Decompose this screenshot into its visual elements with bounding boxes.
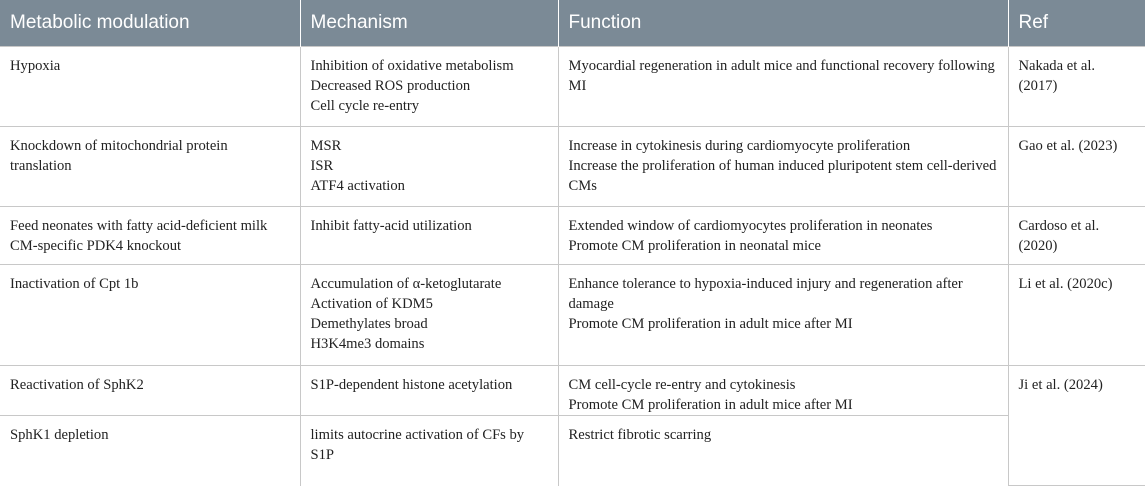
mechanism-cell bbox=[300, 207, 558, 265]
modulation-text: Inactivation of Cpt 1b bbox=[10, 276, 139, 292]
ref-text: Ji et al. (2024) bbox=[1018, 377, 1103, 393]
table-row bbox=[0, 47, 1145, 127]
function-text: Increase in cytokinesis during cardiomyocyte proliferation bbox=[568, 138, 911, 154]
modulation-text: Reactivation of SphK2 bbox=[10, 377, 144, 393]
ref-text: Nakada et al. (2017) bbox=[1018, 58, 1096, 94]
ref-cell bbox=[1008, 127, 1145, 207]
mechanism-text: Decreased ROS production bbox=[310, 78, 471, 94]
function-text: Promote CM proliferation in adult mice after MI bbox=[568, 397, 853, 413]
modulation-text: SphK1 depletion bbox=[10, 427, 109, 443]
function-text: Promote CM proliferation in neonatal mice bbox=[568, 238, 821, 254]
table-row bbox=[0, 207, 1145, 265]
mechanism-cell bbox=[300, 366, 558, 416]
header-function: Function bbox=[558, 0, 1008, 47]
mechanism-text: Inhibition of oxidative metabolism bbox=[310, 58, 514, 74]
ref-text: Cardoso et al. (2020) bbox=[1018, 218, 1100, 254]
header-row bbox=[0, 0, 1145, 47]
mechanism-text: H3K4me3 domains bbox=[310, 336, 425, 352]
header-metabolic-modulation: Metabolic modulation bbox=[0, 0, 300, 47]
table-row bbox=[0, 127, 1145, 207]
modulation-cell bbox=[0, 127, 300, 207]
mechanism-text: Inhibit fatty-acid utilization bbox=[310, 218, 472, 234]
function-cell bbox=[558, 127, 1008, 207]
mechanism-text: Demethylates broad bbox=[310, 316, 428, 332]
modulation-text: Knockdown of mitochondrial protein translation bbox=[10, 138, 228, 174]
mechanism-cell bbox=[300, 265, 558, 366]
function-cell bbox=[558, 47, 1008, 127]
function-cell bbox=[558, 207, 1008, 265]
modulation-text: Feed neonates with fatty acid-deficient milk bbox=[10, 218, 268, 234]
mechanism-text: limits autocrine activation of CFs by S1P bbox=[310, 427, 525, 463]
modulation-cell bbox=[0, 366, 300, 416]
function-text: Increase the proliferation of human induced pluripotent stem cell-derived CMs bbox=[568, 158, 997, 194]
function-text: Extended window of cardiomyocytes proliferation in neonates bbox=[568, 218, 933, 234]
function-text: CM cell-cycle re-entry and cytokinesis bbox=[568, 377, 796, 393]
function-text: Restrict fibrotic scarring bbox=[568, 427, 712, 443]
modulation-text: Hypoxia bbox=[10, 58, 61, 74]
modulation-cell bbox=[0, 47, 300, 127]
mechanism-text: S1P-dependent histone acetylation bbox=[310, 377, 513, 393]
header-mechanism: Mechanism bbox=[300, 0, 558, 47]
mechanism-cell bbox=[300, 47, 558, 127]
ref-cell bbox=[1008, 207, 1145, 265]
function-text: Myocardial regeneration in adult mice and functional recovery following MI bbox=[568, 58, 995, 94]
mechanism-text: Activation of KDM5 bbox=[310, 296, 433, 312]
ref-cell bbox=[1008, 265, 1145, 366]
mechanism-text: Accumulation of α-ketoglutarate bbox=[310, 276, 502, 292]
modulation-cell bbox=[0, 416, 300, 486]
function-cell bbox=[558, 265, 1008, 366]
modulation-text: CM-specific PDK4 knockout bbox=[10, 238, 182, 254]
ref-text: Gao et al. (2023) bbox=[1018, 138, 1118, 154]
mechanism-cell bbox=[300, 416, 558, 486]
ref-cell bbox=[1008, 366, 1145, 486]
modulation-cell bbox=[0, 265, 300, 366]
table-row bbox=[0, 366, 1145, 416]
mechanism-text: ATF4 activation bbox=[310, 178, 405, 194]
mechanism-text: MSR bbox=[310, 138, 342, 154]
ref-cell bbox=[1008, 47, 1145, 127]
table-row bbox=[0, 265, 1145, 366]
mechanism-text: Cell cycle re-entry bbox=[310, 98, 420, 114]
mechanism-text: ISR bbox=[310, 158, 334, 174]
header-ref: Ref bbox=[1008, 0, 1145, 47]
function-text: Promote CM proliferation in adult mice after MI bbox=[568, 316, 853, 332]
table-header bbox=[0, 0, 1145, 47]
function-cell bbox=[558, 416, 1008, 486]
function-cell bbox=[558, 366, 1008, 416]
table-body bbox=[0, 47, 1145, 486]
modulation-cell bbox=[0, 207, 300, 265]
table-row bbox=[0, 416, 1145, 486]
ref-text: Li et al. (2020c) bbox=[1018, 276, 1113, 292]
mechanism-cell bbox=[300, 127, 558, 207]
function-text: Enhance tolerance to hypoxia-induced injury and regeneration after damage bbox=[568, 276, 963, 312]
